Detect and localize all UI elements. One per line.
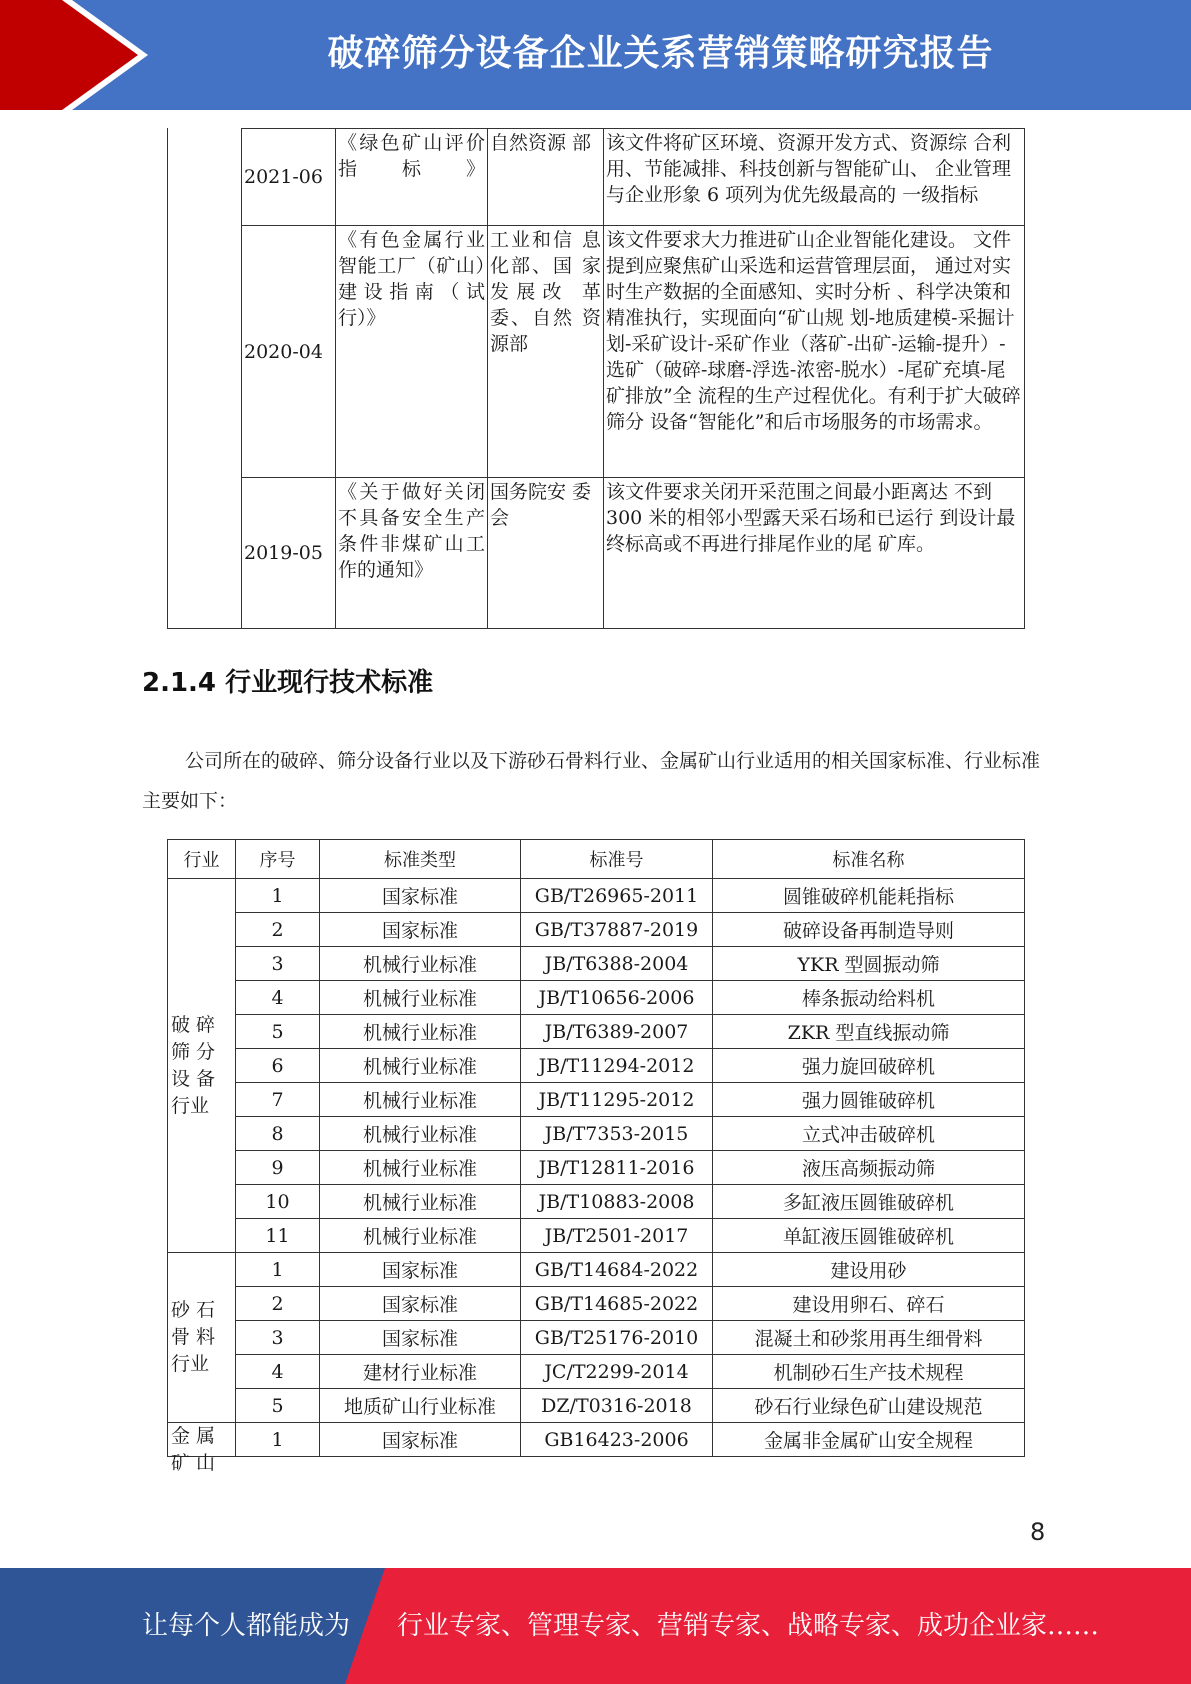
standard-name: 棒条振动给料机 (713, 981, 1025, 1015)
standard-code: JB/T11294-2012 (521, 1049, 713, 1083)
policy-content: 该文件要求关闭开采范围之间最小距离达 不到 300 米的相邻小型露天采石场和已运行 到设计最终标高或不再进行排尾作业的尾 矿库。 (604, 478, 1025, 629)
standard-type: 机械行业标准 (320, 981, 521, 1015)
table-row (168, 1185, 1025, 1219)
standard-code: GB/T14685-2022 (521, 1287, 713, 1321)
standard-type: 国家标准 (320, 1253, 521, 1287)
policy-table (241, 128, 1025, 629)
policy-issuer: 国务院安 委会 (488, 478, 604, 629)
column-header-code: 标准号 (521, 840, 713, 879)
standard-type: 国家标准 (320, 879, 521, 913)
policy-content: 该文件将矿区环境、资源开发方式、资源综 合利用、节能减排、科技创新与智能矿山、 企业管理与企业形象 6 项列为优先级最高的 一级指标 (604, 129, 1025, 226)
standard-type: 机械行业标准 (320, 1117, 521, 1151)
standard-number: 10 (236, 1185, 320, 1219)
section-heading: 2.1.4 行业现行技术标准 (142, 668, 434, 698)
table-row (168, 1287, 1025, 1321)
standard-name: 强力圆锥破碎机 (713, 1083, 1025, 1117)
standard-code: JB/T7353-2015 (521, 1117, 713, 1151)
standard-name: 多缸液压圆锥破碎机 (713, 1185, 1025, 1219)
standard-code: JB/T12811-2016 (521, 1151, 713, 1185)
industry-cell: 破 碎 筛 分 设 备 行业 (168, 879, 236, 1253)
table-row (242, 129, 1025, 226)
policy-doc: 《关于做好关闭不具备安全生产条件非煤矿山工作的通知》 (336, 478, 488, 629)
policy-date: 2020-04 (242, 226, 336, 478)
table-row (168, 1117, 1025, 1151)
standards-table-body (168, 879, 1025, 1474)
standard-type: 地质矿山行业标准 (320, 1389, 521, 1423)
page-number: 8 (1030, 1518, 1046, 1546)
standard-number: 3 (236, 1321, 320, 1355)
column-header-name: 标准名称 (713, 840, 1025, 879)
standard-code: GB/T25176-2010 (521, 1321, 713, 1355)
standard-code: GB16423-2006 (521, 1423, 713, 1457)
standard-type: 机械行业标准 (320, 1049, 521, 1083)
page-footer (0, 1568, 1191, 1684)
standard-number: 9 (236, 1151, 320, 1185)
standard-code: DZ/T0316-2018 (521, 1389, 713, 1423)
standard-code: JB/T2501-2017 (521, 1219, 713, 1253)
table-row (242, 478, 1025, 629)
footer-slogan-left: 让每个人都能成为 (142, 1611, 351, 1641)
standard-number: 5 (236, 1015, 320, 1049)
table-row (168, 1083, 1025, 1117)
table-row (168, 1355, 1025, 1389)
table-row (168, 981, 1025, 1015)
standard-type: 国家标准 (320, 1423, 521, 1457)
standard-code: JB/T6389-2007 (521, 1015, 713, 1049)
standard-type: 建材行业标准 (320, 1355, 521, 1389)
standard-name: 立式冲击破碎机 (713, 1117, 1025, 1151)
standard-number: 2 (236, 1287, 320, 1321)
standard-name: 单缸液压圆锥破碎机 (713, 1219, 1025, 1253)
standard-name: ZKR 型直线振动筛 (713, 1015, 1025, 1049)
standard-type: 国家标准 (320, 1321, 521, 1355)
policy-date: 2019-05 (242, 478, 336, 629)
standard-name: 建设用砂 (713, 1253, 1025, 1287)
policy-date: 2021-06 (242, 129, 336, 226)
column-header-type: 标准类型 (320, 840, 521, 879)
table-row (168, 913, 1025, 947)
table-row (168, 1219, 1025, 1253)
standard-name: 液压高频振动筛 (713, 1151, 1025, 1185)
header-arrow-icon (0, 0, 150, 110)
standards-table (167, 839, 1025, 1474)
standard-type: 机械行业标准 (320, 1151, 521, 1185)
column-header-number: 序号 (236, 840, 320, 879)
standard-name: 圆锥破碎机能耗指标 (713, 879, 1025, 913)
standard-number: 8 (236, 1117, 320, 1151)
section-intro: 公司所在的破碎、筛分设备行业以及下游砂石骨料行业、金属矿山行业适用的相关国家标准、行业标准主要如下： (142, 750, 1041, 812)
standard-code: JB/T11295-2012 (521, 1083, 713, 1117)
standard-type: 机械行业标准 (320, 947, 521, 981)
table-row (242, 226, 1025, 478)
standard-type: 国家标准 (320, 913, 521, 947)
standard-number: 5 (236, 1389, 320, 1423)
standard-code: GB/T14684-2022 (521, 1253, 713, 1287)
standard-type: 机械行业标准 (320, 1083, 521, 1117)
standard-name: 砂石行业绿色矿山建设规范 (713, 1389, 1025, 1423)
header-title: 破碎筛分设备企业关系营销策略研究报告 (327, 33, 994, 74)
standard-name: 机制砂石生产技术规程 (713, 1355, 1025, 1389)
table-row (168, 947, 1025, 981)
table-row (168, 1423, 1025, 1457)
standard-code: JC/T2299-2014 (521, 1355, 713, 1389)
table-header-row (168, 840, 1025, 879)
standard-type: 机械行业标准 (320, 1015, 521, 1049)
table-row (168, 1015, 1025, 1049)
standard-type: 机械行业标准 (320, 1219, 521, 1253)
standard-code: JB/T6388-2004 (521, 947, 713, 981)
table-row (168, 1321, 1025, 1355)
table-row (168, 1253, 1025, 1287)
standard-number: 4 (236, 981, 320, 1015)
standard-code: GB/T37887-2019 (521, 913, 713, 947)
standard-number: 1 (236, 879, 320, 913)
standard-name: 混凝土和砂浆用再生细骨料 (713, 1321, 1025, 1355)
standard-name: 金属非金属矿山安全规程 (713, 1423, 1025, 1457)
standard-number: 2 (236, 913, 320, 947)
standard-number: 4 (236, 1355, 320, 1389)
policy-doc: 《有色金属行业智能工厂（矿山）建设指南（试行）》 (336, 226, 488, 478)
standard-code: JB/T10883-2008 (521, 1185, 713, 1219)
table-row (168, 1049, 1025, 1083)
standard-name: 破碎设备再制造导则 (713, 913, 1025, 947)
industry-cell: 砂 石 骨 料 行业 (168, 1253, 236, 1423)
standard-type: 机械行业标准 (320, 1185, 521, 1219)
standard-code: GB/T26965-2011 (521, 879, 713, 913)
policy-issuer: 自然资源 部 (488, 129, 604, 226)
column-header-industry: 行业 (168, 840, 236, 879)
standard-code: JB/T10656-2006 (521, 981, 713, 1015)
standard-name: 建设用卵石、碎石 (713, 1287, 1025, 1321)
standard-number: 11 (236, 1219, 320, 1253)
footer-slogan-right: 行业专家、管理专家、营销专家、战略专家、成功企业家…… (397, 1611, 1100, 1641)
page-header (0, 0, 1191, 110)
standard-number: 6 (236, 1049, 320, 1083)
industry-cell: 金 属 矿 山 (168, 1423, 236, 1457)
standard-name: 强力旋回破碎机 (713, 1049, 1025, 1083)
standard-number: 7 (236, 1083, 320, 1117)
policy-content: 该文件要求大力推进矿山企业智能化建设。 文件提到应聚焦矿山采选和运营管理层面， 通过对实时生产数据的全面感知、实时分析 、科学决策和精准执行，实现面向“矿山规 划-地质建模-采掘计划-采矿设计-采矿作业（落矿-出矿-运输-提升）-选矿（破碎-球磨-浮选-浓密-脱水）-尾矿充填-尾矿排放”全 流程的生产过程优化。有利于扩大破碎筛分 设备“智能化”和后市场服务的市场需求。 (604, 226, 1025, 478)
policy-table-left-column (167, 128, 241, 629)
standard-number: 3 (236, 947, 320, 981)
table-row (168, 1151, 1025, 1185)
standard-number: 1 (236, 1253, 320, 1287)
standard-number: 1 (236, 1423, 320, 1457)
standard-name: YKR 型圆振动筛 (713, 947, 1025, 981)
policy-doc: 《绿色矿山评价指标》 (336, 129, 488, 226)
table-row (168, 1389, 1025, 1423)
table-row (168, 879, 1025, 913)
standard-type: 国家标准 (320, 1287, 521, 1321)
policy-issuer: 工业和信 息化部、国 家发展改 革委、自然 资源部 (488, 226, 604, 478)
